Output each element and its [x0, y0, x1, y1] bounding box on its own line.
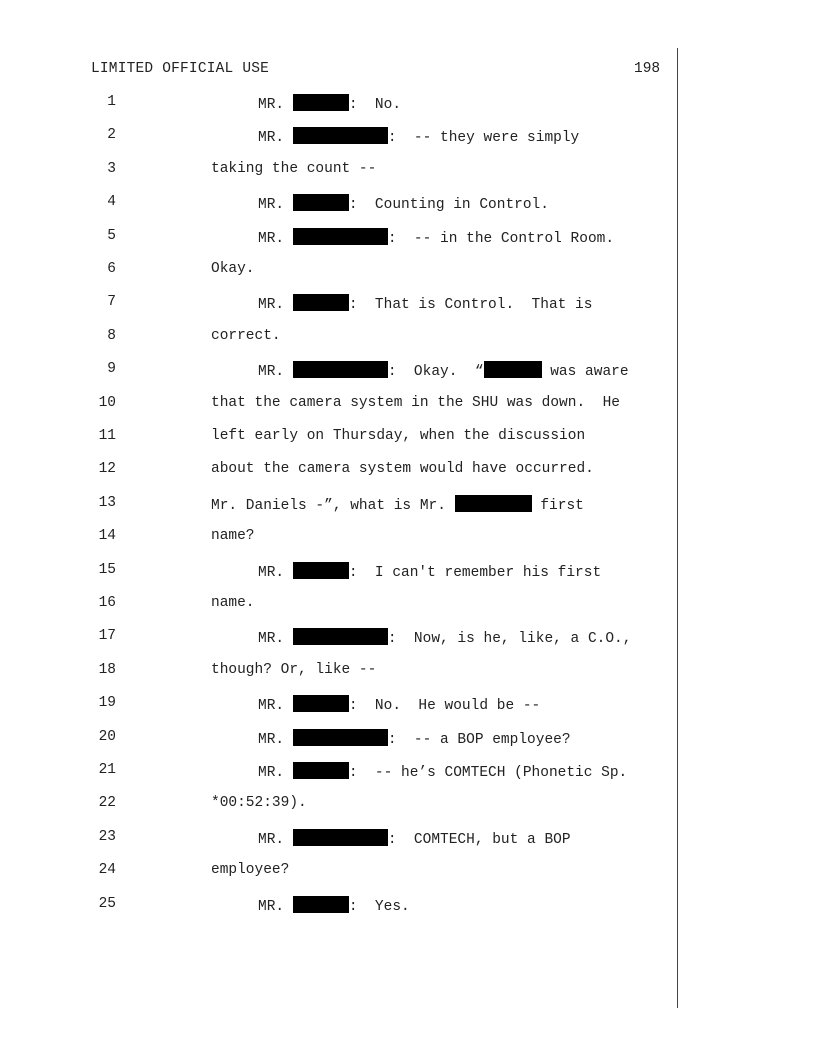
- line-text: [211, 428, 585, 444]
- text-segment: MR.: [258, 631, 293, 648]
- line-text: [258, 294, 592, 313]
- text-segment: MR.: [258, 564, 293, 581]
- text-segment: Okay.: [211, 261, 255, 277]
- transcript-line: [0, 294, 680, 314]
- line-text: [211, 662, 376, 678]
- redaction-block: [293, 194, 349, 211]
- redaction-block: [293, 127, 388, 144]
- text-segment: : Okay. “: [387, 364, 484, 381]
- text-segment: first: [531, 497, 584, 514]
- line-text: [258, 361, 629, 380]
- transcript-line: [0, 628, 680, 648]
- line-text: [211, 395, 620, 411]
- transcript-line: [0, 328, 680, 348]
- transcript-line: [0, 729, 680, 749]
- line-number: 4: [107, 194, 116, 211]
- transcript-line: [0, 662, 680, 682]
- line-text: [258, 762, 627, 781]
- redaction-block: [293, 628, 388, 645]
- text-segment: MR.: [258, 130, 293, 147]
- transcript-line: [0, 495, 680, 515]
- line-number: 1: [107, 94, 116, 110]
- text-segment: Mr. Daniels -”, what is Mr.: [211, 497, 455, 514]
- redaction-block: [293, 695, 349, 712]
- line-number: 10: [98, 394, 116, 411]
- transcript-line: [0, 161, 680, 181]
- redaction-block: [293, 829, 388, 846]
- line-number: 16: [98, 595, 116, 611]
- text-segment: MR.: [258, 230, 293, 247]
- line-text: [258, 562, 601, 581]
- redaction-block: [293, 562, 349, 579]
- transcript-line: [0, 528, 680, 548]
- text-segment: MR.: [258, 831, 293, 848]
- text-segment: name.: [211, 595, 255, 611]
- line-number: 15: [98, 561, 116, 578]
- text-segment: : Yes.: [348, 898, 410, 915]
- text-segment: MR.: [258, 364, 293, 381]
- transcript-line: [0, 461, 680, 481]
- text-segment: taking the count --: [211, 160, 377, 177]
- redaction-block: [293, 729, 388, 746]
- transcript-line: [0, 127, 680, 147]
- redaction-block: [293, 896, 349, 913]
- line-number: 17: [98, 628, 116, 645]
- line-number: 5: [107, 227, 116, 244]
- text-segment: MR.: [258, 297, 293, 314]
- text-segment: MR.: [258, 197, 293, 214]
- line-number: 7: [107, 294, 116, 311]
- line-number: 9: [107, 361, 116, 378]
- text-segment: : -- a BOP employee?: [387, 731, 571, 748]
- line-number: 24: [98, 862, 116, 879]
- line-text: [258, 628, 631, 647]
- line-text: [211, 261, 255, 277]
- text-segment: : Counting in Control.: [348, 197, 549, 214]
- text-segment: that the camera system in the SHU was down. He: [211, 394, 620, 411]
- text-segment: : No. He would be --: [348, 698, 541, 715]
- redaction-block: [293, 762, 349, 779]
- text-segment: though? Or, like --: [211, 661, 377, 678]
- transcript-line: [0, 428, 680, 448]
- line-text: [211, 328, 281, 344]
- line-text: [258, 194, 549, 213]
- text-segment: : That is Control. That is: [348, 297, 593, 314]
- transcript-line: [0, 194, 680, 214]
- classification-header: LIMITED OFFICIAL USE: [91, 61, 270, 77]
- line-text: [258, 896, 410, 915]
- line-number: 18: [98, 661, 116, 678]
- transcript-line: [0, 562, 680, 582]
- text-segment: employee?: [211, 862, 290, 879]
- page-number: 198: [634, 61, 661, 77]
- text-segment: name?: [211, 528, 255, 545]
- line-text: [211, 495, 584, 514]
- line-number: 13: [98, 494, 116, 511]
- transcript-line: [0, 94, 680, 114]
- line-number: 23: [98, 828, 116, 845]
- redaction-block: [293, 361, 388, 378]
- text-segment: : I can't remember his first: [348, 564, 602, 581]
- line-number: 8: [107, 327, 116, 344]
- redaction-block: [293, 294, 349, 311]
- text-segment: : No.: [348, 97, 402, 113]
- transcript-line: [0, 829, 680, 849]
- transcript-line: [0, 261, 680, 281]
- line-number: 25: [98, 895, 116, 912]
- line-text: [211, 595, 255, 611]
- redaction-block: [293, 94, 349, 111]
- text-segment: MR.: [258, 97, 293, 113]
- text-segment: : -- he’s COMTECH (Phonetic Sp.: [348, 765, 628, 781]
- text-segment: : -- they were simply: [387, 130, 580, 147]
- transcript-line: [0, 361, 680, 381]
- transcript-line: [0, 695, 680, 715]
- line-text: [211, 528, 255, 544]
- text-segment: was aware: [541, 364, 629, 381]
- line-number: 20: [98, 728, 116, 745]
- line-text: [211, 161, 376, 177]
- line-number: 3: [107, 160, 116, 177]
- text-segment: : Now, is he, like, a C.O.,: [387, 631, 632, 648]
- line-text: [258, 127, 579, 146]
- line-text: [258, 94, 401, 113]
- line-number: 6: [107, 261, 116, 277]
- line-text: [211, 795, 307, 811]
- line-number: 11: [98, 428, 116, 444]
- text-segment: : -- in the Control Room.: [387, 230, 615, 247]
- transcript-line: [0, 795, 680, 815]
- redaction-block: [455, 495, 532, 512]
- line-text: [258, 729, 571, 748]
- line-text: [258, 695, 540, 714]
- text-segment: left early on Thursday, when the discussion: [211, 428, 586, 444]
- line-number: 14: [98, 528, 116, 545]
- line-number: 22: [98, 795, 116, 812]
- line-number: 12: [98, 461, 116, 478]
- text-segment: about the camera system would have occurred.: [211, 461, 594, 478]
- transcript-line: [0, 762, 680, 782]
- line-text: [211, 862, 289, 878]
- line-number: 2: [107, 127, 116, 144]
- line-text: [211, 461, 594, 477]
- transcript-line: [0, 896, 680, 916]
- line-number: 19: [98, 695, 116, 712]
- line-text: [258, 228, 614, 247]
- line-text: [258, 829, 571, 848]
- redaction-block: [293, 228, 388, 245]
- text-segment: MR.: [258, 765, 293, 781]
- text-segment: MR.: [258, 898, 293, 915]
- transcript-line: [0, 228, 680, 248]
- transcript-line: [0, 595, 680, 615]
- text-segment: *00:52:39).: [211, 795, 307, 812]
- text-segment: : COMTECH, but a BOP: [387, 831, 571, 848]
- text-segment: MR.: [258, 698, 293, 715]
- text-segment: MR.: [258, 731, 293, 748]
- transcript-line: [0, 862, 680, 882]
- line-number: 21: [98, 762, 116, 778]
- text-segment: correct.: [211, 327, 281, 344]
- transcript-line: [0, 395, 680, 415]
- redaction-block: [484, 361, 542, 378]
